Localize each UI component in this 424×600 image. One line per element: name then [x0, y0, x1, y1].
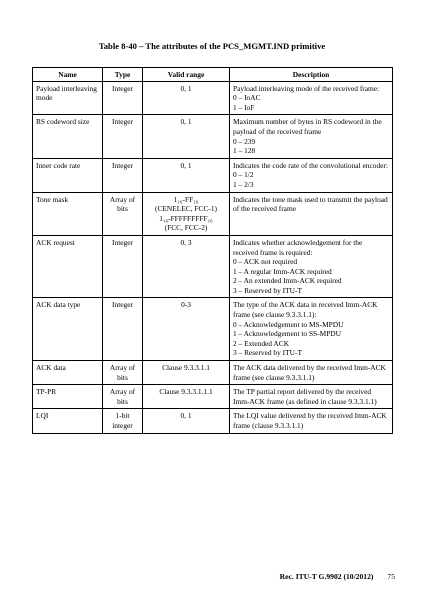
- cell-description: [230, 409, 393, 433]
- description-line: 0 – 239: [233, 136, 256, 146]
- description-line: 1 – IoF: [233, 102, 255, 112]
- header-valid-range: Valid range: [143, 68, 230, 82]
- cell-valid-range: [143, 409, 230, 433]
- description-line: 0 – ACK not required: [233, 257, 298, 267]
- page-footer: [0, 572, 395, 582]
- cell-type: Array of bits: [103, 361, 143, 385]
- range-line: 0, 3: [180, 237, 192, 247]
- cell-description: [230, 298, 393, 361]
- description-line: 0 – 1/2: [233, 170, 254, 180]
- cell-type: Array of bits: [103, 385, 143, 409]
- description-line: 2 – An extended Imm-ACK required: [233, 276, 342, 286]
- cell-valid-range: [143, 361, 230, 385]
- cell-description: [230, 81, 393, 115]
- cell-type: Integer: [103, 158, 143, 192]
- cell-type: Integer: [103, 298, 143, 361]
- cell-name: Inner code rate: [33, 158, 103, 192]
- table-caption: Table 8-40 – The attributes of the PCS_MGMT.IND primitive: [98, 41, 326, 51]
- cell-name: LQI: [33, 409, 103, 433]
- table-row: [33, 298, 393, 361]
- range-line: 0, 1: [180, 83, 192, 93]
- range-line: 0, 1: [180, 411, 192, 421]
- cell-name: ACK data: [33, 361, 103, 385]
- description-line: The LQI value delivered by the received Imm-ACK frame (clause 9.3.3.1.1): [233, 411, 387, 430]
- table-row: [33, 385, 393, 409]
- recommendation-label: Rec. ITU-T G.9902 (10/2012): [279, 572, 374, 581]
- description-line: Maximum number of bytes in RS codeword in the payload of the received frame: [233, 117, 382, 136]
- cell-name: TP-PR: [33, 385, 103, 409]
- description-line: 2 – Extended ACK: [233, 338, 290, 348]
- table-row: [33, 115, 393, 158]
- cell-valid-range: [143, 115, 230, 158]
- cell-valid-range: [143, 192, 230, 235]
- cell-type: 1-bit integer: [103, 409, 143, 433]
- cell-valid-range: [143, 298, 230, 361]
- table-row: [33, 361, 393, 385]
- table-body: [33, 81, 393, 433]
- table-row: [33, 192, 393, 235]
- description-line: 3 – Reserved by ITU-T: [233, 285, 302, 295]
- table-row: [33, 81, 393, 115]
- description-line: 1 – A regular Imm-ACK required: [233, 266, 332, 276]
- cell-description: [230, 158, 393, 192]
- description-line: 3 – Reserved by ITU-T: [233, 348, 302, 358]
- description-line: The TP partial report delivered by the received Imm-ACK frame (as defined in clause 9.3.3.1.1): [233, 387, 377, 406]
- header-name: Name: [33, 68, 103, 82]
- cell-valid-range: [143, 235, 230, 298]
- header-description: Description: [230, 68, 393, 82]
- range-line: 1₁₆-FFFFFFFFF₁₆: [159, 213, 213, 223]
- description-line: 0 – Acknowledgement to MS-MPDU: [233, 319, 344, 329]
- description-line: Payload interleaving mode of the received frame:: [233, 83, 380, 93]
- cell-type: Integer: [103, 115, 143, 158]
- table-header-row: [33, 68, 393, 82]
- description-line: 1 – Acknowledgement to SS-MPDU: [233, 329, 341, 339]
- cell-type: Integer: [103, 81, 143, 115]
- description-line: 1 – 2/3: [233, 179, 254, 189]
- cell-description: [230, 361, 393, 385]
- attributes-table: [32, 67, 393, 434]
- cell-type: Integer: [103, 235, 143, 298]
- cell-valid-range: [143, 158, 230, 192]
- cell-name: RS codeword size: [33, 115, 103, 158]
- range-line: (FCC, FCC-2): [164, 223, 208, 233]
- cell-name: ACK data type: [33, 298, 103, 361]
- description-line: Indicates the code rate of the convolutional encoder:: [233, 160, 388, 170]
- range-line: (CENELEC, FCC-1): [155, 204, 217, 214]
- page-number: 75: [387, 572, 395, 581]
- description-line: Indicates whether acknowledgement for the received frame is required:: [233, 237, 363, 257]
- range-line: 0, 1: [180, 117, 192, 127]
- cell-valid-range: [143, 81, 230, 115]
- table-row: [33, 409, 393, 433]
- cell-name: Tone mask: [33, 192, 103, 235]
- cell-name: Payload interleaving mode: [33, 81, 103, 115]
- range-line: 0-3: [181, 300, 191, 310]
- description-line: The type of the ACK data in received Imm-ACK frame (see clause 9.3.3.1.1):: [233, 300, 378, 320]
- table-row: [33, 158, 393, 192]
- table-row: [33, 235, 393, 298]
- cell-type: Array of bits: [103, 192, 143, 235]
- description-line: The ACK data delivered by the received Imm-ACK frame (see clause 9.3.3.1.1): [233, 363, 386, 382]
- description-line: 0 – IoAC: [233, 93, 261, 103]
- range-line: Clause 9.3.3.1.1: [162, 363, 210, 373]
- range-line: Clause 9.3.3.1.1.1: [159, 387, 213, 397]
- cell-description: [230, 115, 393, 158]
- cell-description: [230, 235, 393, 298]
- description-line: Indicates the tone mask used to transmit the payload of the received frame: [233, 194, 388, 214]
- cell-description: [230, 385, 393, 409]
- description-line: 1 – 128: [233, 146, 256, 156]
- cell-name: ACK request: [33, 235, 103, 298]
- range-line: 0, 1: [180, 160, 192, 170]
- range-line: 1₁₆-FF₁₆: [173, 194, 199, 204]
- cell-valid-range: [143, 385, 230, 409]
- header-type: Type: [103, 68, 143, 82]
- cell-description: [230, 192, 393, 235]
